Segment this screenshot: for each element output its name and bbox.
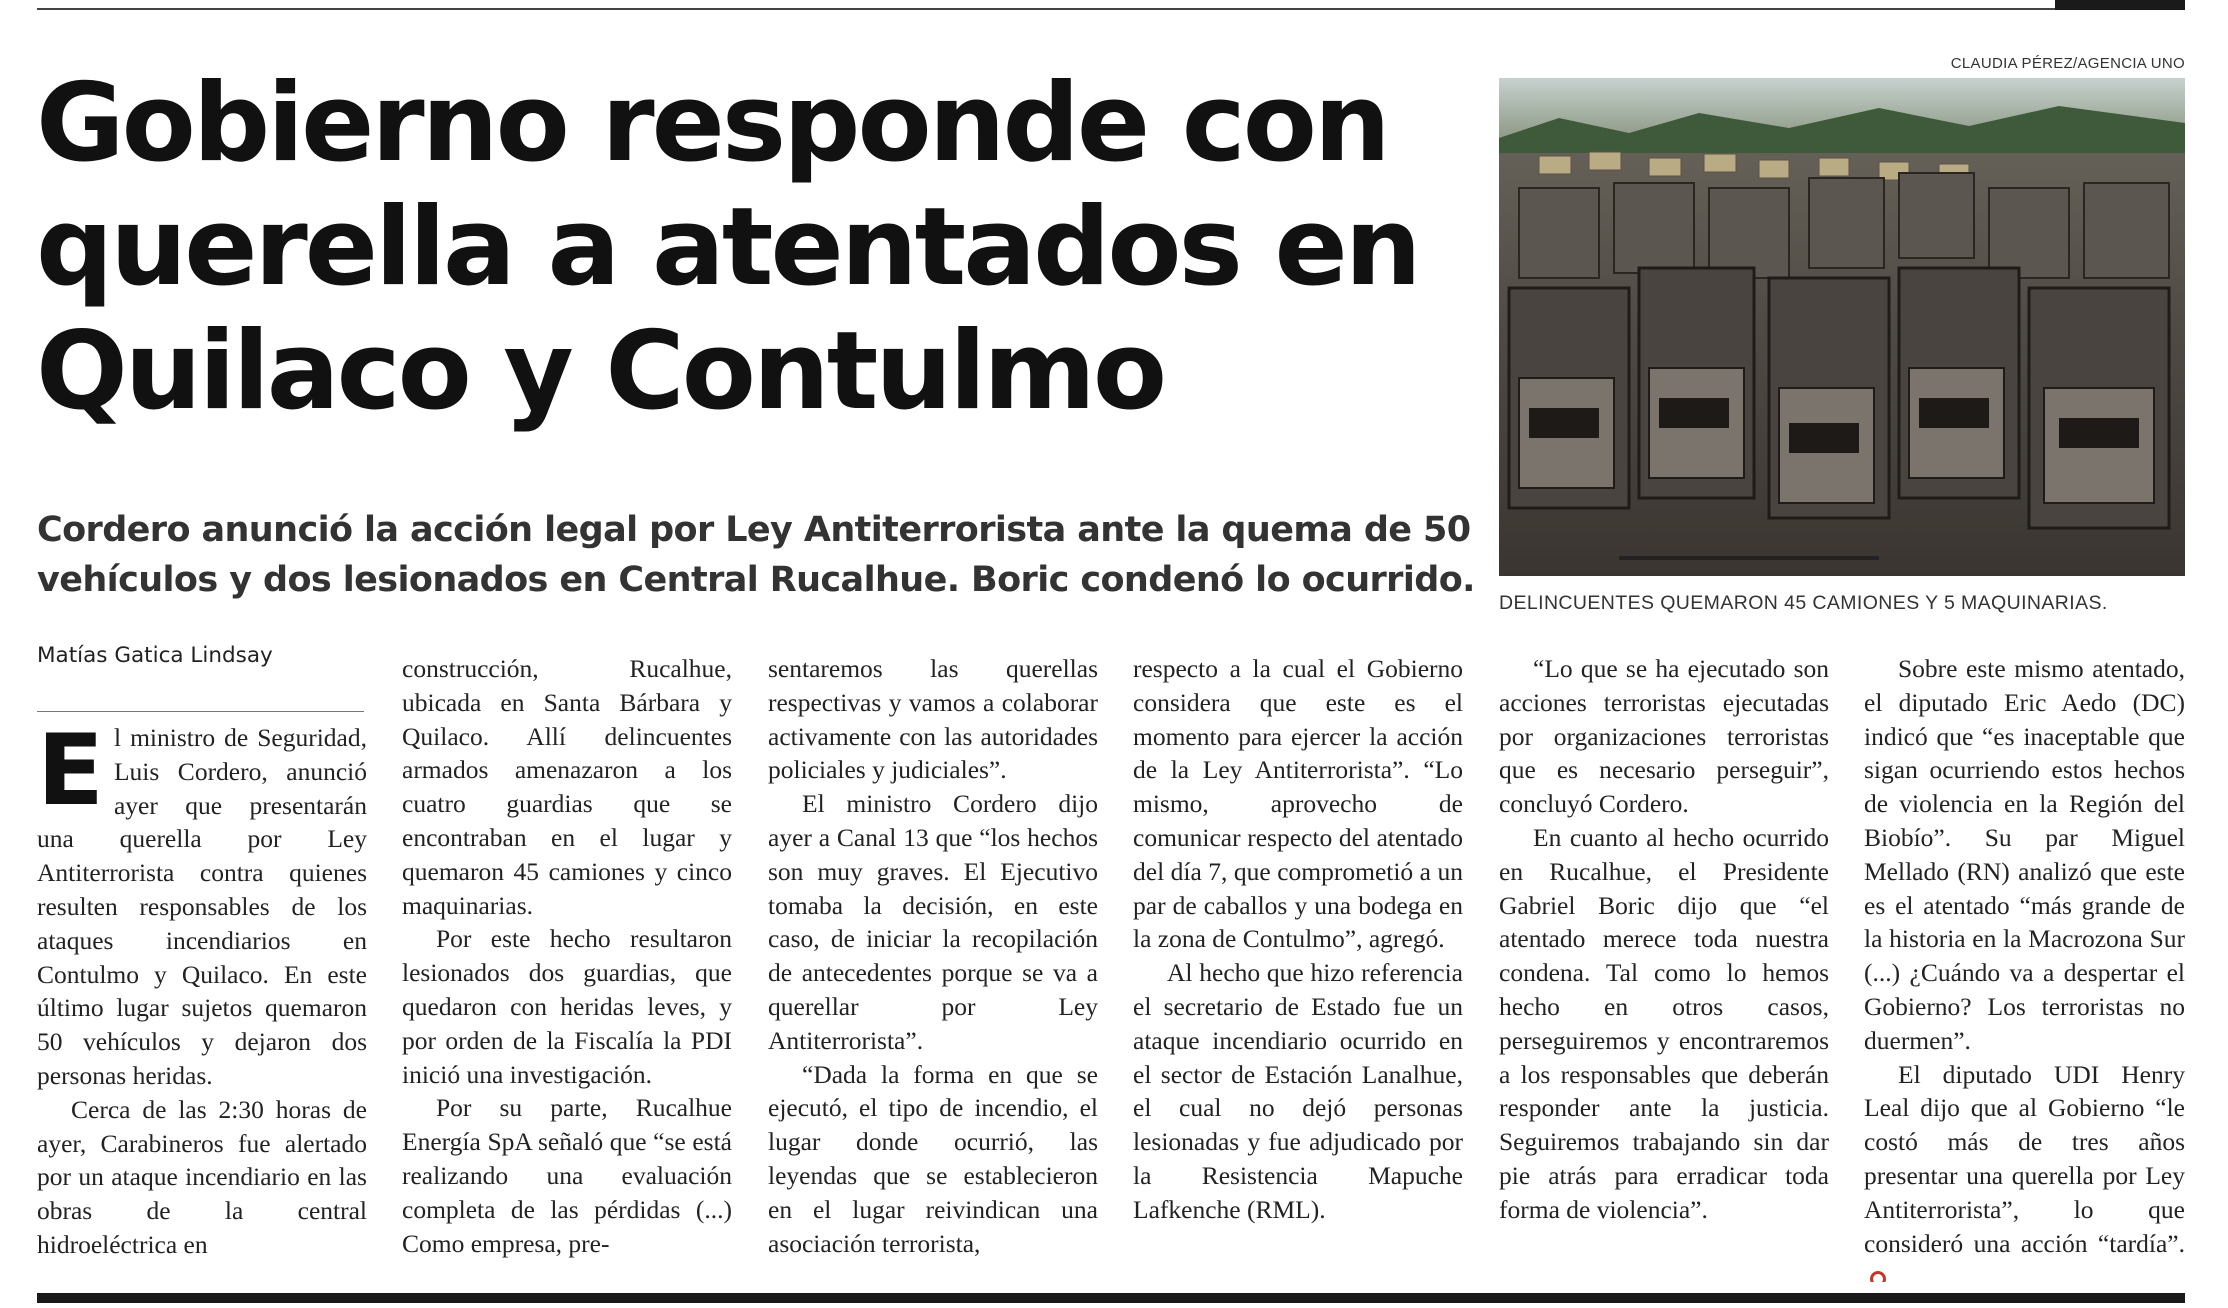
byline: Matías Gatica Lindsay bbox=[37, 643, 273, 668]
article-column-1 bbox=[37, 721, 367, 1281]
paragraph: construcción, Rucalhue, ubicada en Santa Bárbara y Quilaco. Allí delincuentes armados amenazaron a los cuatro guardias que se encontraban en el lugar y quemaron 45 camiones y cinco maquinarias. bbox=[402, 654, 732, 920]
drop-cap: E bbox=[37, 721, 104, 828]
paragraph: El ministro Cordero dijo ayer a Canal 13 que “los hechos son muy graves. El Ejecutivo tomaba la decisión, en este caso, de iniciar la recopilación de antecedentes porque se va a querellar por Ley Antiterrorista”. bbox=[768, 789, 1098, 1055]
paragraph: En cuanto al hecho ocurrido en Rucalhue, el Presidente Gabriel Boric dijo que “el atentado merece toda nuestra condena. Tal como lo hemos hecho en otros casos, perseguiremos y encontraremos a los responsables que deberán responder ante la justicia. Seguiremos trabajando sin dar pie atrás para erradicar toda forma de violencia”. bbox=[1499, 822, 1829, 1224]
paragraph: Al hecho que hizo referencia el secretario de Estado fue un ataque incendiario ocurrido en el sector de Estación Lanalhue, el cual no dejó personas lesionadas y fue adjudicado por la Resistencia Mapuche Lafkenche (RML). bbox=[1133, 958, 1463, 1224]
bottom-rule bbox=[37, 1293, 2185, 1303]
paragraph: “Dada la forma en que se ejecutó, el tipo de incendio, el lugar donde ocurrió, las leyendas que se establecieron en el lugar reivindican una asociación terrorista, bbox=[768, 1059, 1098, 1258]
article-column-4 bbox=[1133, 652, 1463, 1282]
paragraph: respecto a la cual el Gobierno considera que este es el momento para ejercer la acción de la Ley Antiterrorista”. “Lo mismo, aprovecho de comunicar respecto del atentado del día 7, que comprometió a un par de caballos y una bodega en la zona de Contulmo”, agregó. bbox=[1133, 654, 1463, 954]
article-column-5 bbox=[1499, 652, 1829, 1282]
article-column-2 bbox=[402, 652, 732, 1282]
burned-trucks-photo bbox=[1499, 78, 2185, 576]
paragraph: Cerca de las 2:30 horas de ayer, Carabineros fue alertado por un ataque incendiario en las obras de la central hidroeléctrica en bbox=[37, 1094, 367, 1259]
top-rule-tab bbox=[2055, 0, 2185, 10]
paragraph: l ministro de Seguridad, Luis Cordero, anunció ayer que presentarán una querella por Ley Antiterrorista contra quienes resulten responsables de los ataques incendiarios en Contulmo y Quilaco. En este último lugar sujetos quemaron 50 vehículos y dejaron dos personas heridas. bbox=[37, 723, 367, 1090]
paragraph: Sobre este mismo atentado, el diputado Eric Aedo (DC) indicó que “es inaceptable que sigan ocurriendo estos hechos de violencia en la Región del Biobío”. Su par Miguel Mellado (RN) analizó que este es el atentado “más grande de la historia en la Macrozona Sur (...) ¿Cuándo va a despertar el Gobierno? Los terroristas no duermen”. bbox=[1864, 654, 2185, 1055]
paragraph: “Lo que se ha ejecutado son acciones terroristas ejecutadas por organizaciones terroristas que es necesario perseguir”, concluyó Cordero. bbox=[1499, 654, 1829, 819]
photo-caption: DELINCUENTES QUEMARON 45 CAMIONES Y 5 MAQUINARIAS. bbox=[1499, 592, 2108, 614]
subheadline: Cordero anunció la acción legal por Ley Antiterrorista ante la quema de 50 vehículos y dos lesionados en Central Rucalhue. Boric condenó lo ocurrido. bbox=[37, 510, 1475, 600]
byline-rule bbox=[37, 711, 364, 712]
paragraph bbox=[1864, 1058, 2185, 1282]
paragraph-text: El diputado UDI Henry Leal dijo que al Gobierno “le costó más de tres años presentar una querella por Ley Antiterrorista”, lo que consideró una acción “tardía”. bbox=[1864, 1059, 2185, 1258]
top-rule bbox=[37, 8, 2185, 10]
paragraph: Por este hecho resultaron lesionados dos guardias, que quedaron con heridas leves, y por orden de la Fiscalía la PDI inició una investigación. bbox=[402, 924, 732, 1089]
article-column-3 bbox=[768, 652, 1098, 1282]
photo-credit: CLAUDIA PÉREZ/AGENCIA UNO bbox=[1950, 55, 2185, 72]
paragraph: Por su parte, Rucalhue Energía SpA señaló que “se está realizando una evaluación completa de las pérdidas (...) Como empresa, pre- bbox=[402, 1093, 732, 1258]
paragraph: sentaremos las querellas respectivas y vamos a colaborar activamente con las autoridades policiales y judiciales”. bbox=[768, 654, 1098, 785]
end-of-article-icon bbox=[1870, 1271, 1886, 1282]
headline: Gobierno responde con querella a atentados en Quilaco y Contulmo bbox=[36, 61, 1419, 434]
article-column-6 bbox=[1864, 652, 2185, 1282]
